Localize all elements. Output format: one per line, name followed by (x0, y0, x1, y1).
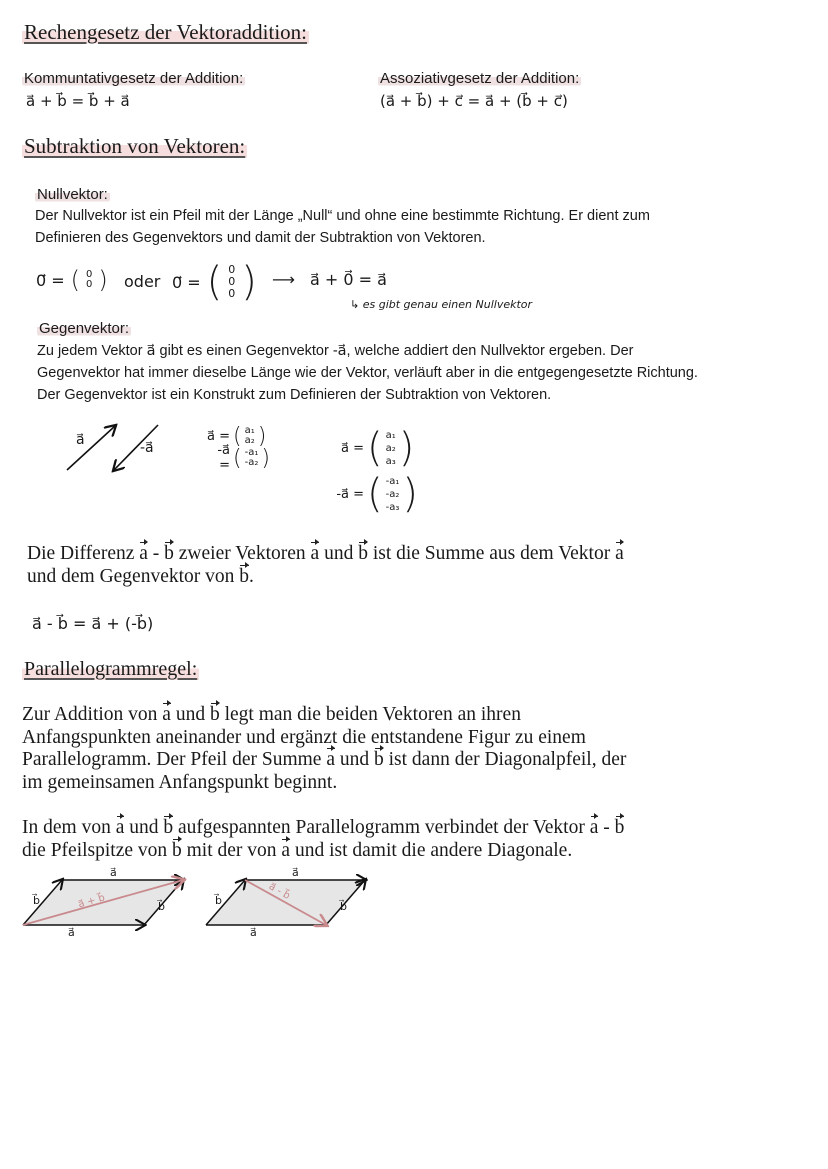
text: ist die Summe aus dem Vektor (367, 543, 616, 564)
vector-b: b (172, 839, 182, 861)
component: -a₁ (244, 447, 259, 458)
text: und dem Gegenvektor von (27, 565, 240, 587)
formula-assoziativ: (a⃗ + b⃗) + c⃗ = a⃗ + (b⃗ + c⃗) (380, 92, 568, 110)
text: mit der von (181, 839, 282, 861)
formula-kommutativ: a⃗ + b⃗ = b⃗ + a⃗ (26, 92, 130, 110)
text: und (124, 817, 164, 838)
neg3d-components (386, 475, 400, 514)
parallelogramm-paragraph-2 (22, 817, 822, 862)
oder-word: oder (124, 272, 161, 291)
vector-b: b (163, 817, 174, 838)
vector-b: b (239, 565, 250, 587)
diagram2-diagonal-label: a⃗ - b⃗ (266, 881, 292, 902)
vec3d-row (332, 425, 418, 471)
nullvektor-formula-3d (172, 259, 257, 305)
paragraph-line (22, 704, 822, 727)
text: und (170, 704, 210, 725)
component: -a₂ (244, 457, 259, 468)
vector-a: a (615, 543, 624, 564)
text: In dem von (22, 817, 116, 838)
nullvektor-formula-2d (36, 266, 108, 294)
text: und (319, 543, 359, 564)
component: 0 (86, 279, 93, 290)
vector-a: a (162, 704, 171, 725)
vector-a: a (310, 543, 320, 564)
neg2d-lhs: -a⃗ = (217, 443, 230, 473)
vector-b: b (374, 749, 384, 770)
paren-right: ) (257, 423, 267, 449)
component: a₂ (385, 442, 396, 454)
text: und (335, 749, 374, 770)
text: Parallelogramm. Der Pfeil der Summe (22, 749, 327, 770)
text: - (598, 817, 615, 838)
text: die Pfeilspitze von (22, 839, 173, 861)
gegenvektor-arrow-sketch (60, 420, 180, 480)
component: 0 (228, 287, 236, 300)
paren-left: ( (206, 259, 223, 305)
differenz-paragraph (27, 543, 817, 588)
vector-2d-definitions (204, 423, 270, 473)
zero-vector-symbol: 0⃗ = (36, 270, 65, 290)
label-gegenvektor: Gegenvektor: (39, 320, 130, 337)
neg3d-lhs: -a⃗ = (336, 486, 364, 502)
vector-a: a (589, 817, 599, 838)
component: -a₂ (385, 488, 400, 500)
zero-3d-components (228, 264, 235, 300)
parallelogram-diagrams (20, 868, 390, 943)
paragraph-line (22, 749, 822, 772)
vector-a: a (326, 749, 335, 770)
vector-b: b (358, 543, 368, 564)
diagram1-label-right: b⃗ (158, 900, 165, 913)
vector-b: b (209, 704, 220, 725)
nullvektor-text (35, 205, 815, 249)
paragraph-line (22, 840, 822, 863)
neg2d-components (245, 448, 259, 468)
nullvektor-note: ↳ es gibt genau einen Nullvektor (350, 298, 533, 311)
component: a₃ (385, 455, 396, 467)
text: legt man die beiden Vektoren an ihren (219, 704, 521, 725)
component: -a₃ (385, 501, 400, 513)
neg3d-row (332, 471, 418, 517)
diagram2-label-bottom: a⃗ (250, 926, 257, 939)
implies-arrow: ⟶ (272, 270, 295, 289)
component: 0 (228, 275, 236, 288)
text: - (147, 543, 165, 564)
zero-vector-symbol: 0⃗ = (172, 272, 201, 292)
vector-3d-definitions (332, 425, 418, 517)
paren-left: ( (233, 445, 242, 471)
paren-right: ) (402, 471, 418, 517)
vector-a-arrow (67, 426, 115, 470)
differenz-line (27, 543, 817, 566)
paragraph-line (22, 817, 822, 840)
paren-left: ( (367, 425, 383, 471)
diagram1-label-top: a⃗ (110, 866, 117, 879)
text: zweier Vektoren (173, 543, 311, 564)
paragraph-line: Anfangspunkten aneinander und ergänzt die entstandene Figur zu einem (22, 726, 586, 748)
diagram1-label-left: b⃗ (33, 894, 40, 907)
vec2d-components (245, 426, 255, 446)
diagram2-label-top: a⃗ (292, 866, 299, 879)
gegenvektor-text-line: Zu jedem Vektor a⃗ gibt es einen Gegenvektor -a⃗, welche addiert den Nullvektor ergeben. Der (37, 343, 634, 359)
component: -a₁ (385, 475, 400, 487)
vector-a: a (115, 817, 125, 838)
gegenvektor-text (37, 340, 822, 406)
paren-left: ( (233, 423, 242, 449)
paren-left: ( (367, 471, 383, 517)
text: . (249, 565, 254, 587)
label-assoziativgesetz: Assoziativgesetz der Addition: (380, 70, 580, 87)
vector-a: a (281, 839, 291, 861)
nullvektor-text-line: Definieren des Gegenvektors und damit der Subtraktion von Vektoren. (35, 230, 486, 246)
gegenvektor-text-line: Gegenvektor hat immer dieselbe Länge wie der Vektor, verläuft aber in die entgegengesetzte Richtung. (37, 365, 698, 381)
diagram1-label-bottom: a⃗ (68, 926, 75, 939)
paren-right: ) (261, 445, 270, 471)
paragraph-line: im gemeinsamen Anfangspunkt beginnt. (22, 771, 338, 793)
vec3d-lhs: a⃗ = (341, 440, 364, 456)
paren-right: ) (241, 259, 257, 305)
neg2d-row (204, 443, 270, 473)
component: a₁ (244, 425, 255, 436)
text: ist dann der Diagonalpfeil, der (383, 749, 627, 770)
heading-parallelogrammregel: Parallelogrammregel: (24, 658, 198, 680)
vector-a: a (139, 543, 148, 564)
differenz-line (27, 566, 817, 589)
nullvektor-result: a⃗ + 0⃗ = a⃗ (310, 270, 387, 289)
vector-b: b (164, 543, 174, 564)
component: 0 (228, 263, 236, 276)
gegenvektor-text-line: Der Gegenvektor ist ein Konstrukt zum Definieren der Subtraktion von Vektoren. (37, 387, 552, 403)
nullvektor-text-line: Der Nullvektor ist ein Pfeil mit der Länge „Null“ und ohne eine bestimmte Richtung. Er dient zum (35, 208, 650, 224)
heading-subtraktion: Subtraktion von Vektoren: (24, 134, 246, 158)
vec3d-components (386, 429, 396, 468)
parallelogramm-paragraph-1 (22, 704, 822, 794)
diagram1-diagonal-label: a⃗ + b⃗ (77, 892, 107, 911)
differenz-formula: a⃗ - b⃗ = a⃗ + (-b⃗) (32, 614, 154, 633)
paren-right: ) (398, 425, 415, 471)
text: Zur Addition von (22, 704, 163, 725)
zero-2d-components (86, 270, 92, 290)
sketch-label-a: a⃗ (76, 432, 85, 448)
component: a₁ (385, 429, 396, 441)
label-nullvektor: Nullvektor: (37, 186, 108, 203)
text: Die Differenz (27, 543, 140, 564)
diagram2-label-right: b⃗ (340, 900, 347, 913)
text: und ist damit die andere Diagonale. (290, 839, 573, 861)
diagram2-label-left: b⃗ (215, 894, 222, 907)
vector-b: b (614, 817, 625, 838)
component: 0 (86, 269, 93, 280)
label-kommutativgesetz: Kommuntativgesetz der Addition: (24, 70, 244, 87)
text: aufgespannten Parallelogramm verbindet der Vektor (173, 817, 590, 838)
vec2d-lhs: a⃗ = (207, 428, 230, 444)
paren-left: ( (70, 266, 81, 294)
component: a₂ (244, 435, 255, 446)
paren-right: ) (98, 266, 108, 294)
heading-rechengesetz: Rechengesetz der Vektoraddition: (24, 20, 308, 44)
sketch-label-neg-a: -a⃗ (140, 440, 154, 456)
